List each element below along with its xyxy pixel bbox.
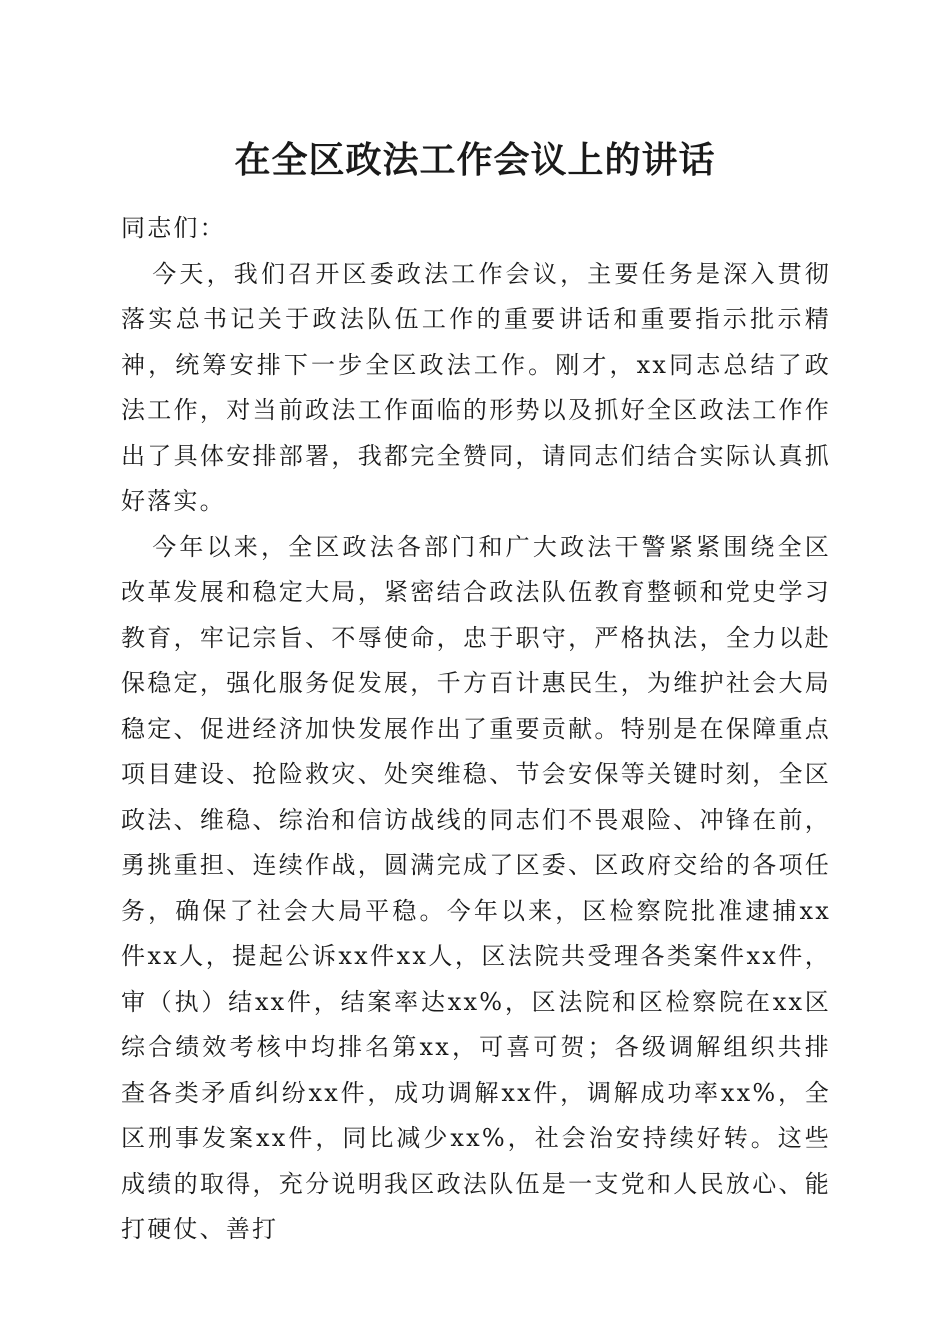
paragraph-1: 今天，我们召开区委政法工作会议，主要任务是深入贯彻落实总书记关于政法队伍工作的重要讲话和重要指示批示精神，统筹安排下一步全区政法工作。刚才，xx同志总结了政法工作，对当前政法工作面临的形势以及抓好全区政法工作作出了具体安排部署，我都完全赞同，请同志们结合实际认真抓好落实。 [121, 259, 831, 515]
paragraph-2: 今年以来，全区政法各部门和广大政法干警紧紧围绕全区改革发展和稳定大局，紧密结合政法队伍教育整顿和党史学习教育，牢记宗旨、不辱使命，忠于职守，严格执法，全力以赴保稳定，强化服务促发展，千方百计惠民生，为维护社会大局稳定、促进经济加快发展作出了重要贡献。特别是在保障重点项目建设、抢险救灾、处突维稳、节会安保等关键时刻，全区政法、维稳、综治和信访战线的同志们不畏艰险、冲锋在前，勇挑重担、连续作战，圆满完成了区委、区政府交给的各项任务，确保了社会大局平稳。今年以来，区检察院批准逮捕xx件xx人，提起公诉xx件xx人，区法院共受理各类案件xx件，审（执）结xx件，结案率达xx%，区法院和区检察院在xx区综合绩效考核中均排名第xx，可喜可贺；各级调解组织共排查各类矛盾纠纷xx件，成功调解xx件，调解成功率xx%，全区刑事发案xx件，同比减少xx%，社会治安持续好转。这些成绩的取得，充分说明我区政法队伍是一支党和人民放心、能打硬仗、善打 [121, 532, 831, 1243]
salutation: 同志们： [121, 214, 226, 242]
document-body [121, 206, 831, 1253]
document-title: 在全区政法工作会议上的讲话 [234, 139, 716, 181]
